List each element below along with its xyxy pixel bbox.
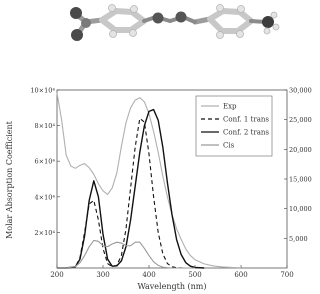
legend-label: Conf. 1 trans [223,115,269,124]
legend [196,96,272,156]
series-line-2 [57,110,204,268]
left-tick-label: 6×10⁴ [34,157,55,166]
y-axis-label: Molar Absorption Coefficient [5,121,14,239]
left-tick-label: 10×10⁴ [30,86,55,95]
left-tick-label: 2×10⁴ [34,228,55,237]
x-axis-ticks [50,265,293,279]
legend-label: Exp [223,102,237,111]
x-tick-label: 500 [188,271,202,279]
x-axis-label: Wavelength (nm) [137,282,207,291]
right-tick-label: 15,000 [289,175,312,184]
right-tick-label: 5,000 [289,234,308,243]
x-tick-label: 700 [280,271,294,279]
right-tick-label: 10,000 [289,205,312,214]
left-tick-label: 4×10⁴ [34,193,55,202]
x-tick-label: 400 [142,271,156,279]
x-tick-label: 300 [96,271,110,279]
right-tick-label: 30,000 [289,86,312,95]
molecule-ball-and-stick-icon [70,5,279,42]
absorption-chart [5,87,312,292]
left-tick-label: 8×10⁴ [34,122,55,131]
right-tick-label: 25,000 [289,116,312,125]
left-axis-ticks [30,87,60,237]
legend-label: Cis [223,141,235,150]
x-tick-label: 200 [50,271,64,279]
right-axis-ticks [284,87,312,243]
x-tick-label: 600 [234,271,248,279]
right-tick-label: 20,000 [289,145,312,154]
legend-label: Conf. 2 trans [223,128,269,137]
